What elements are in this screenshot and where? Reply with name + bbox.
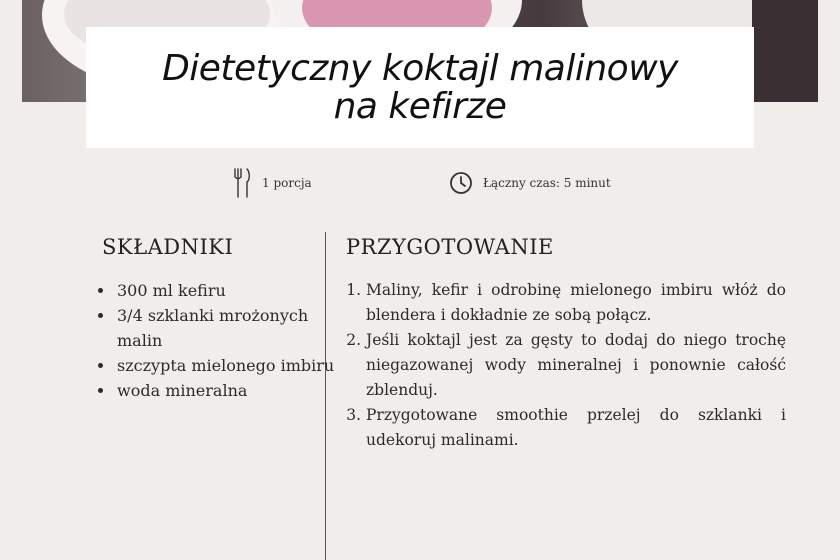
ingredient-item: • 3/4 szklanki mrożonych malin <box>115 303 340 353</box>
ingredients-heading: SKŁADNIKI <box>102 235 234 259</box>
total-time-text: Łączny czas: 5 minut <box>483 176 611 190</box>
ingredient-item: • 300 ml kefiru <box>115 278 340 303</box>
preparation-step: 1. Maliny, kefir i odrobinę mielonego imbiru włóż do blendera i dokładnie ze sobą połącz. <box>366 278 786 328</box>
total-time-info <box>449 168 611 198</box>
preparation-step: 2. Jeśli koktajl jest za gęsty to dodaj do niego trochę niegazowanej wody mineralnej i ponownie całość zblenduj. <box>366 328 786 403</box>
title-box <box>86 27 754 148</box>
ingredients-list <box>97 278 340 403</box>
ingredient-item: • szczypta mielonego imbiru <box>115 353 340 378</box>
recipe-title-line-1: Dietetyczny koktajl malinowy <box>162 47 678 89</box>
dark-object-image <box>752 0 818 102</box>
clock-icon <box>449 171 473 195</box>
portions-text: 1 porcja <box>262 176 312 190</box>
portions-info <box>232 168 312 198</box>
recipe-title-line-2: na kefirze <box>333 85 507 127</box>
preparation-steps <box>348 278 786 453</box>
preparation-heading: PRZYGOTOWANIE <box>346 235 554 259</box>
preparation-step: 3. Przygotowane smoothie przelej do szklanki i udekoruj malinami. <box>366 403 786 453</box>
fork-knife-icon <box>232 168 252 198</box>
ingredient-item: • woda mineralna <box>115 378 340 403</box>
